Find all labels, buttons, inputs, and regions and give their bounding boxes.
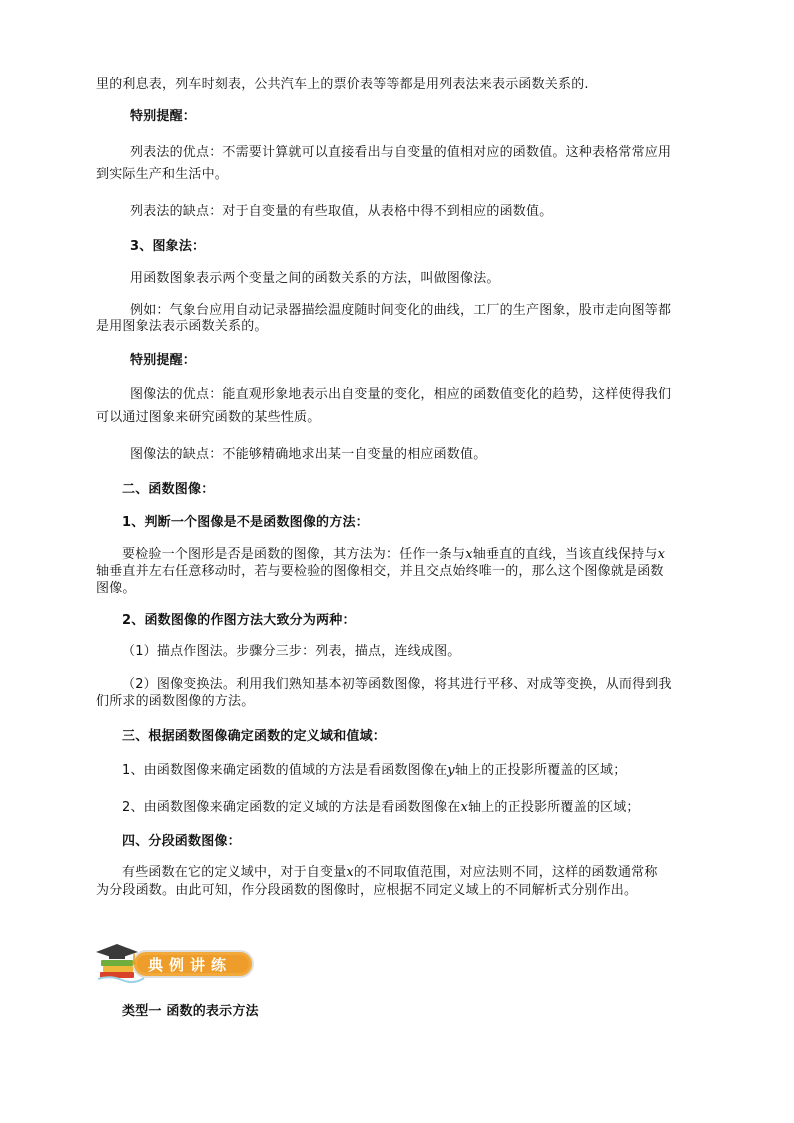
paragraph-line bbox=[122, 864, 658, 881]
paragraph-line: 可以通过图象来研究函数的某些性质。 bbox=[96, 410, 321, 425]
paragraph-line: 用函数图象表示两个变量之间的函数关系的方法，叫做图像法。 bbox=[130, 271, 500, 286]
paragraph-line bbox=[122, 546, 665, 563]
subheading-plot-methods: 2、函数图像的作图方法大致分为两种： bbox=[122, 613, 356, 628]
subheading-type-one: 类型一 函数的表示方法 bbox=[122, 1004, 259, 1019]
math-var: x bbox=[657, 547, 666, 562]
paragraph-line: 图像法的缺点：不能够精确地求出某一自变量的相应函数值。 bbox=[130, 447, 487, 462]
math-var: y bbox=[447, 763, 455, 778]
math-var: x bbox=[346, 865, 354, 880]
text-run: 有些函数在它的定义域中，对于自变量 bbox=[122, 865, 347, 880]
text-run: 的不同取值范围，对应法则不同，这样的函数通常称 bbox=[353, 865, 658, 880]
paragraph-line: 例如：气象台应用自动记录器描绘温度随时间变化的曲线，工厂的生产图象，股市走向图等都 bbox=[130, 303, 672, 318]
paragraph-line: 轴垂直并左右任意移动时，若与要检验的图像相交，并且交点始终唯一的，那么这个图像就是函数 bbox=[96, 564, 664, 579]
math-var: x bbox=[465, 547, 473, 562]
text-run: 1、由函数图像来确定函数的值域的方法是看函数图像在 bbox=[122, 763, 448, 778]
paragraph-line: 为分段函数。由此可知，作分段函数的图像时，应根据不同定义域上的不同解析式分别作出。 bbox=[96, 883, 638, 898]
paragraph-line: 是用图象法表示函数关系的。 bbox=[96, 319, 268, 334]
subheading-special-note: 特别提醒： bbox=[130, 353, 197, 368]
paragraph-line bbox=[122, 799, 640, 816]
text-run: 轴垂直的直线，当该直线保持与 bbox=[472, 547, 658, 562]
paragraph-line: 列表法的优点：不需要计算就可以直接看出与自变量的值相对应的函数值。这种表格常常应用 bbox=[130, 145, 672, 160]
graduation-cap-books-icon bbox=[96, 942, 146, 984]
banner-title: 典例讲练 bbox=[148, 956, 233, 974]
math-var: x bbox=[460, 800, 469, 815]
text-run: 轴上的正投影所覆盖的区域； bbox=[468, 800, 640, 815]
paragraph-line bbox=[122, 762, 626, 779]
subheading-judge-method: 1、判断一个图像是不是函数图像的方法： bbox=[122, 515, 369, 530]
subheading-graph-method: 3、图象法： bbox=[130, 239, 206, 254]
section-banner bbox=[96, 942, 260, 984]
section-heading-4: 四、分段函数图像： bbox=[122, 834, 241, 849]
paragraph-line: 们所求的函数图像的方法。 bbox=[96, 694, 255, 709]
subheading-special-note: 特别提醒： bbox=[130, 109, 197, 124]
text-run: 要检验一个图形是否是函数的图像，其方法为：任作一条与 bbox=[122, 547, 466, 562]
banner-pill bbox=[132, 950, 254, 978]
paragraph-line: （1）描点作图法。步骤分三步：列表，描点，连线成图。 bbox=[122, 644, 461, 659]
section-heading-3: 三、根据函数图像确定函数的定义域和值域： bbox=[122, 729, 387, 744]
paragraph-line: 图像。 bbox=[96, 581, 136, 596]
paragraph-line: 里的利息表，列车时刻表，公共汽车上的票价表等等都是用列表法来表示函数关系的. bbox=[96, 77, 589, 92]
paragraph-line: 列表法的缺点：对于自变量的有些取值，从表格中得不到相应的函数值。 bbox=[130, 204, 553, 219]
text-run: 轴上的正投影所覆盖的区域； bbox=[454, 763, 627, 778]
paragraph-line: 到实际生产和生活中。 bbox=[96, 167, 229, 182]
paragraph-line: （2）图像变换法。利用我们熟知基本初等函数图像，将其进行平移、对成等变换，从而得到我 bbox=[122, 677, 672, 692]
paragraph-line: 图像法的优点：能直观形象地表示出自变量的变化，相应的函数值变化的趋势，这样使得我们 bbox=[130, 387, 672, 402]
section-heading-2: 二、函数图像： bbox=[122, 482, 215, 497]
text-run: 2、由函数图像来确定函数的定义域的方法是看函数图像在 bbox=[122, 800, 461, 815]
